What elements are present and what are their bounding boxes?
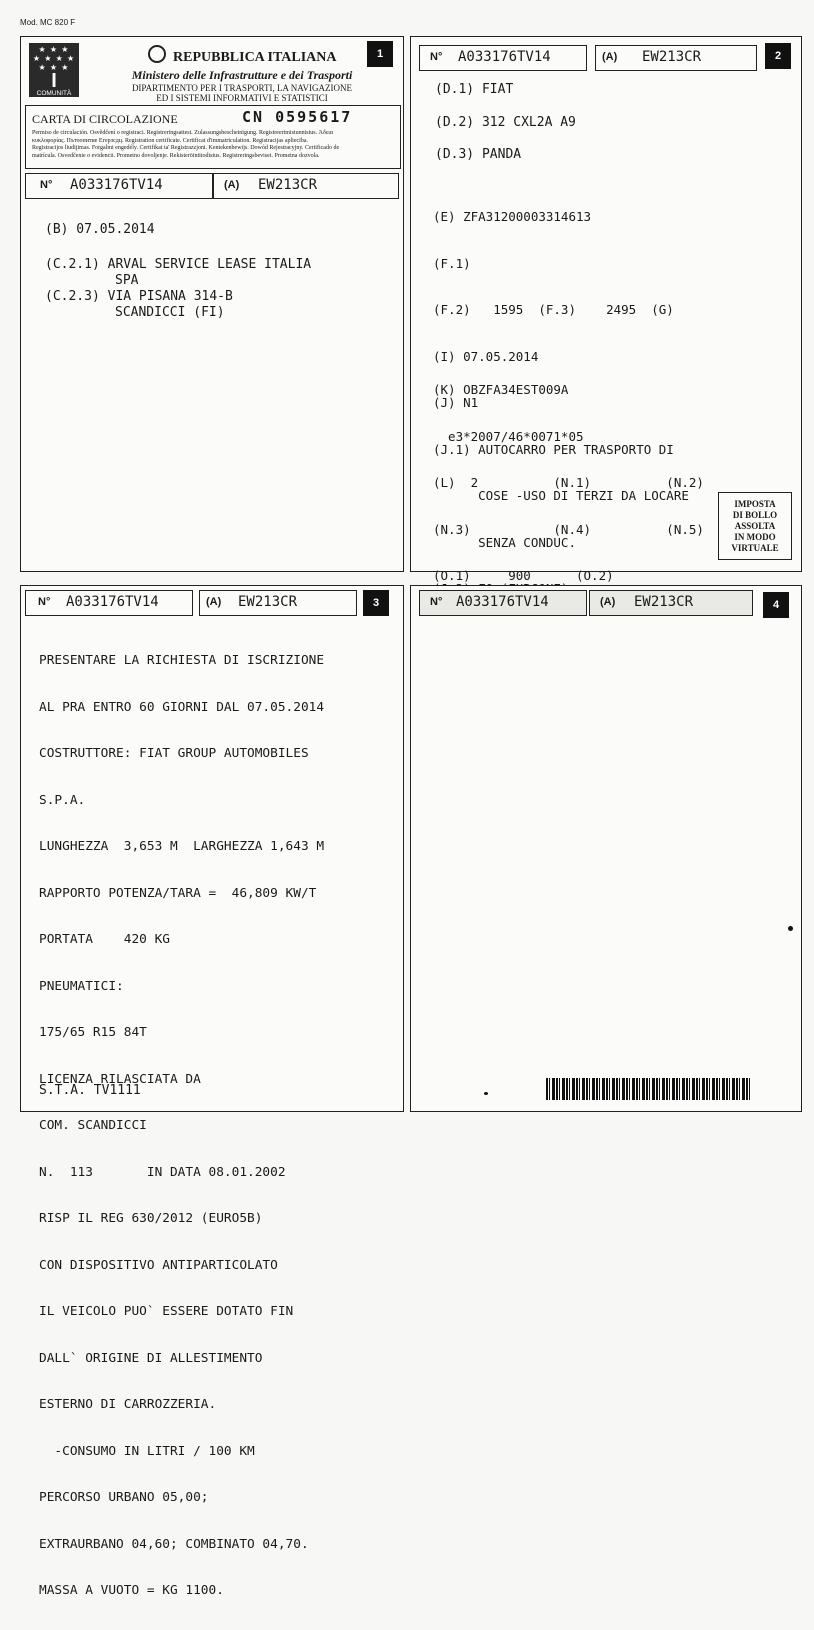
translation-line: κυκλοφορίας. Пътоопитие Егерзсдц. Registration certificate. Certificat d'immatriculation. Registracijas apliecība. [32,137,309,144]
plate-box [213,173,399,199]
vehicle-field-line: (J) N1 [433,395,479,410]
vehicle-field-line: (F.1) [433,255,471,271]
a-value: EW213CR [238,594,298,610]
note-line: IL VEICOLO PUO` ESSERE DOTATO FIN [39,1304,294,1319]
ministry-title: Ministero delle Infrastrutture e dei Trasporti [131,68,353,82]
field-d3: (D.3) PANDA [435,147,522,162]
note-line: -CONSUMO IN LITRI / 100 KM [39,1443,255,1459]
department-line-1: DIPARTIMENTO PER I TRASPORTI, LA NAVIGAZIONE [131,83,353,93]
field-d1: (D.1) FIAT [435,82,514,97]
plate-box [199,590,357,616]
field-c23: (C.2.3) VIA PISANA 314-B [45,289,233,304]
note-line: PRESENTARE LA RICHIESTA DI ISCRIZIONE [39,653,325,668]
vehicle-field-line: COSE -USO DI TERZI DA LOCARE [433,488,689,503]
mark-dot [484,1092,488,1095]
n-value: A033176TV14 [458,49,551,65]
n-value: A033176TV14 [456,594,549,610]
vehicle-field-line: (E) ZFA31200003314613 [433,209,592,224]
eu-flag-icon: ★ ★ ★ ★ ★ ★ ★ ★ ★ ★ I COMUNITÀ EUROPEA [29,43,79,97]
note-line: PORTATA 420 KG [39,932,170,947]
a-value: EW213CR [634,594,694,610]
field-b: (B) 07.05.2014 [45,222,155,237]
vehicle-field-line: SENZA CONDUC. [433,534,576,550]
registration-number-box [25,173,213,199]
note-line: RISP IL REG 630/2012 (EURO5B) [39,1211,263,1226]
plate-box [589,590,753,616]
vehicle-field-line: (I) 07.05.2014 [433,348,539,364]
panel-number: 4 [763,592,789,618]
translation-line: matrícula. Osvedčenie o evidencii. Prometno dovoljenje. Rekisteröintitodistus. Registreringsbeviset. Prometna dozvola. [32,152,320,159]
stamp-duty-line: IN MODO [734,532,776,542]
stamp-duty-line: IMPOSTA [734,499,776,509]
technical-field-line: (K) OBZFA34EST009A [433,382,569,397]
panel-number: 2 [765,43,791,69]
stamp-duty-line: DI BOLLO [732,510,778,520]
translation-line: Registracijos liudijimas. Forgalmi engedély. Certifikat ta' Registrazzjoni. Kentekenbewijs. Dowód Rejestracyjny. Certificado de [32,145,340,151]
panel-3 [20,585,404,1598]
n-label: N° [40,179,53,191]
n-label: N° [430,51,443,63]
a-label: (A) [224,179,240,191]
stamp-duty-box [718,492,792,560]
a-label: (A) [600,596,616,608]
n-value: A033176TV14 [66,594,159,610]
form-code: Mod. MC 820 F [20,18,76,27]
a-label: (A) [602,51,618,63]
note-line: S.P.A. [39,792,86,808]
registration-number-box [419,45,587,71]
n-value: A033176TV14 [70,177,163,193]
technical-field-line: (O.1) 900 (O.2) [433,568,614,583]
stamp-duty-line: ASSOLTA [734,521,776,531]
field-c21-cont: SPA [115,273,139,288]
field-d2: (D.2) 312 CXL2A A9 [435,115,576,130]
note-line: PERCORSO URBANO 05,00; [39,1490,209,1505]
plate-box [595,45,757,71]
carta-number: CN 0595617 [242,108,353,126]
italian-emblem-icon [148,45,166,63]
a-value: EW213CR [258,177,318,193]
registration-number-box [25,590,193,616]
panel-number: 1 [367,41,393,67]
note-line: N. 113 IN DATA 08.01.2002 [39,1164,286,1180]
panel-number: 3 [363,590,389,616]
technical-field-line: e3*2007/46*0071*05 [433,428,584,444]
note-line: COSTRUTTORE: FIAT GROUP AUTOMOBILES [39,746,309,761]
note-line: AL PRA ENTRO 60 GIORNI DAL 07.05.2014 [39,699,325,715]
note-line: ESTERNO DI CARROZZERIA. [39,1397,217,1412]
stamp-duty-line: VIRTUALE [731,543,779,553]
carta-label: CARTA DI CIRCOLAZIONE [32,112,178,126]
n-label: N° [38,596,51,608]
vehicle-field-line: (J.1) AUTOCARRO PER TRASPORTO DI [433,441,674,457]
note-line: LUNGHEZZA 3,653 M LARGHEZZA 1,643 M [39,839,325,854]
technical-field-line: (L) 2 (N.1) (N.2) [433,475,704,490]
vehicle-field-line: (F.2) 1595 (F.3) 2495 (G) [433,302,674,317]
panel-1 [20,36,404,572]
mark-dot [788,926,793,931]
carta-box [25,105,401,169]
n-label: N° [430,596,443,608]
note-line: PNEUMATICI: [39,978,124,994]
note-line: RAPPORTO POTENZA/TARA = 46,809 KW/T [39,885,317,901]
a-label: (A) [206,596,222,608]
eu-label-2: EUROPEA [38,97,70,104]
eu-label-1: COMUNITÀ [36,90,72,97]
notes [39,622,324,1630]
technical-field-line: (N.3) (N.4) (N.5) [433,521,704,537]
note-line: 175/65 R15 84T [39,1025,147,1040]
registration-number-box [419,590,587,616]
a-value: EW213CR [642,49,702,65]
note-line: EXTRAURBANO 04,60; COMBINATO 04,70. [39,1536,309,1552]
note-line: MASSA A VUOTO = KG 1100. [39,1583,224,1598]
field-c23-cont: SCANDICCI (FI) [115,305,225,320]
sta-code: S.T.A. TV1111 [39,1083,141,1098]
note-line: DALL` ORIGINE DI ALLESTIMENTO [39,1350,263,1366]
barcode-icon [546,1078,750,1100]
field-c21: (C.2.1) ARVAL SERVICE LEASE ITALIA [45,257,312,272]
republic-title: REPUBBLICA ITALIANA [173,50,337,65]
panel-4 [410,585,802,1112]
note-line: COM. SCANDICCI [39,1118,147,1133]
carta-translations [32,130,394,160]
department-line-2: ED I SISTEMI INFORMATIVI E STATISTICI [156,93,328,103]
translation-line: Permiso de circulación. Osvědčení o registraci. Registreringsattest. Zulassungsbescheinigung. Registreerimistunnistus. Άδεια [32,130,334,136]
note-line: CON DISPOSITIVO ANTIPARTICOLATO [39,1257,278,1273]
note-line: LICENZA RILASCIATA DA [39,1071,201,1087]
